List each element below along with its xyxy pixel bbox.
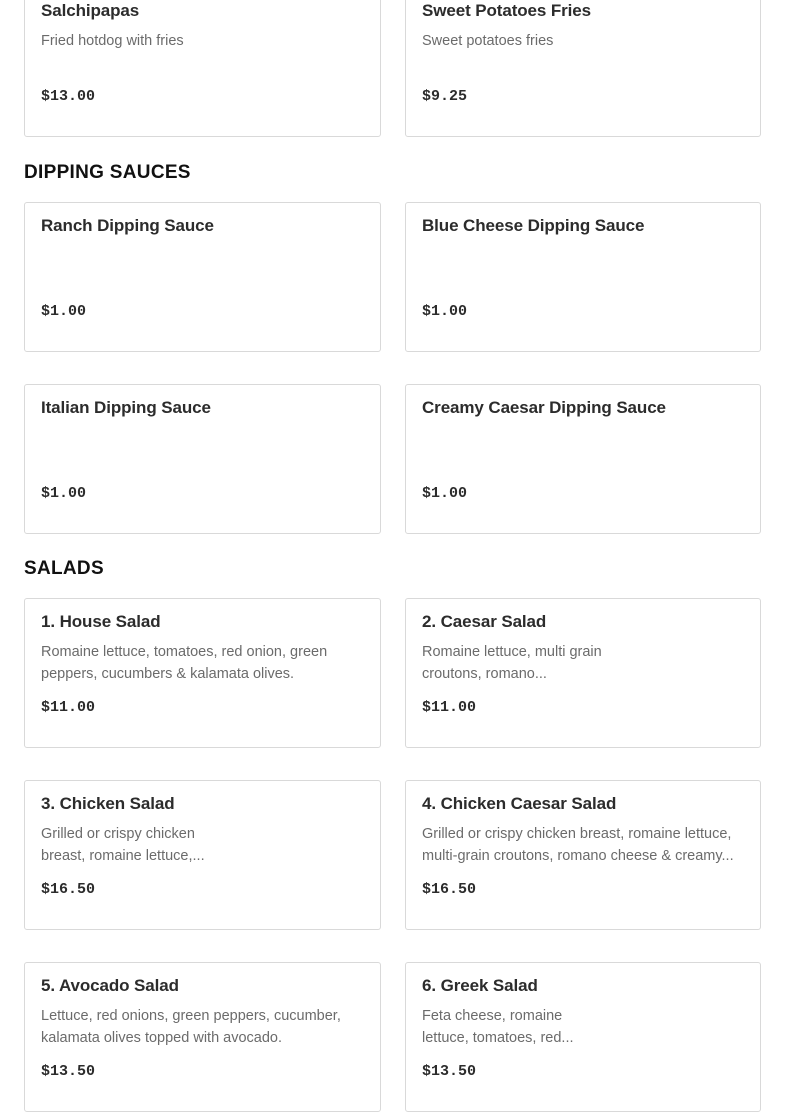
menu-item-price: $11.00	[422, 699, 477, 716]
menu-item-price: $16.50	[422, 881, 477, 898]
menu-item-card[interactable]	[24, 962, 381, 1112]
menu-item-name: Blue Cheese Dipping Sauce	[422, 216, 645, 235]
menu-item-description: Grilled or crispy chicken breast, romaine lettuce, multi-grain croutons, romano cheese & creamy...	[422, 826, 734, 864]
menu-item-name: 3. Chicken Salad	[41, 794, 175, 813]
menu-item-card[interactable]	[405, 962, 761, 1112]
section-title-salads: SALADS	[24, 558, 104, 579]
menu-item-price: $16.50	[41, 881, 96, 898]
menu-item-price: $1.00	[41, 303, 87, 320]
menu-item-description: Romaine lettuce, multi grain croutons, romano...	[422, 644, 602, 682]
menu-item-name: Sweet Potatoes Fries	[422, 1, 592, 20]
menu-item-description: Lettuce, red onions, green peppers, cucumber, kalamata olives topped with avocado.	[41, 1008, 341, 1046]
menu-item-name: 2. Caesar Salad	[422, 612, 547, 631]
menu-item-description: Fried hotdog with fries	[41, 33, 184, 49]
section-title-dipping-sauces: DIPPING SAUCES	[24, 162, 191, 183]
menu-item-description: Feta cheese, romaine lettuce, tomatoes, red...	[422, 1008, 574, 1046]
menu-item-name: 6. Greek Salad	[422, 976, 538, 995]
menu-item-card[interactable]	[405, 780, 761, 930]
menu-item-name: 5. Avocado Salad	[41, 976, 179, 995]
menu-item-card[interactable]	[24, 202, 381, 352]
menu-item-description: Grilled or crispy chicken breast, romaine lettuce,...	[41, 826, 205, 864]
menu-item-price: $1.00	[422, 303, 468, 320]
menu-item-name: Creamy Caesar Dipping Sauce	[422, 398, 666, 417]
menu-item-price: $13.00	[41, 88, 96, 105]
menu-item-card[interactable]	[405, 384, 761, 534]
menu-item-card[interactable]	[24, 384, 381, 534]
menu-item-card[interactable]	[24, 598, 381, 748]
menu-item-price: $9.25	[422, 88, 468, 105]
menu-item-price: $13.50	[422, 1063, 477, 1080]
menu-item-card[interactable]	[24, 0, 381, 137]
menu-item-price: $13.50	[41, 1063, 96, 1080]
menu-item-description: Romaine lettuce, tomatoes, red onion, green peppers, cucumbers & kalamata olives.	[41, 644, 328, 682]
menu-item-card[interactable]	[24, 780, 381, 930]
menu-item-name: Ranch Dipping Sauce	[41, 216, 214, 235]
menu-item-price: $1.00	[422, 485, 468, 502]
menu-item-description: Sweet potatoes fries	[422, 33, 554, 49]
menu-item-price: $11.00	[41, 699, 96, 716]
menu-item-name: Salchipapas	[41, 1, 140, 20]
menu-item-card[interactable]	[405, 0, 761, 137]
menu-item-card[interactable]	[405, 202, 761, 352]
menu-item-name: 1. House Salad	[41, 612, 161, 631]
menu-item-name: Italian Dipping Sauce	[41, 398, 211, 417]
menu-item-name: 4. Chicken Caesar Salad	[422, 794, 617, 813]
menu-item-price: $1.00	[41, 485, 87, 502]
menu-item-card[interactable]	[405, 598, 761, 748]
